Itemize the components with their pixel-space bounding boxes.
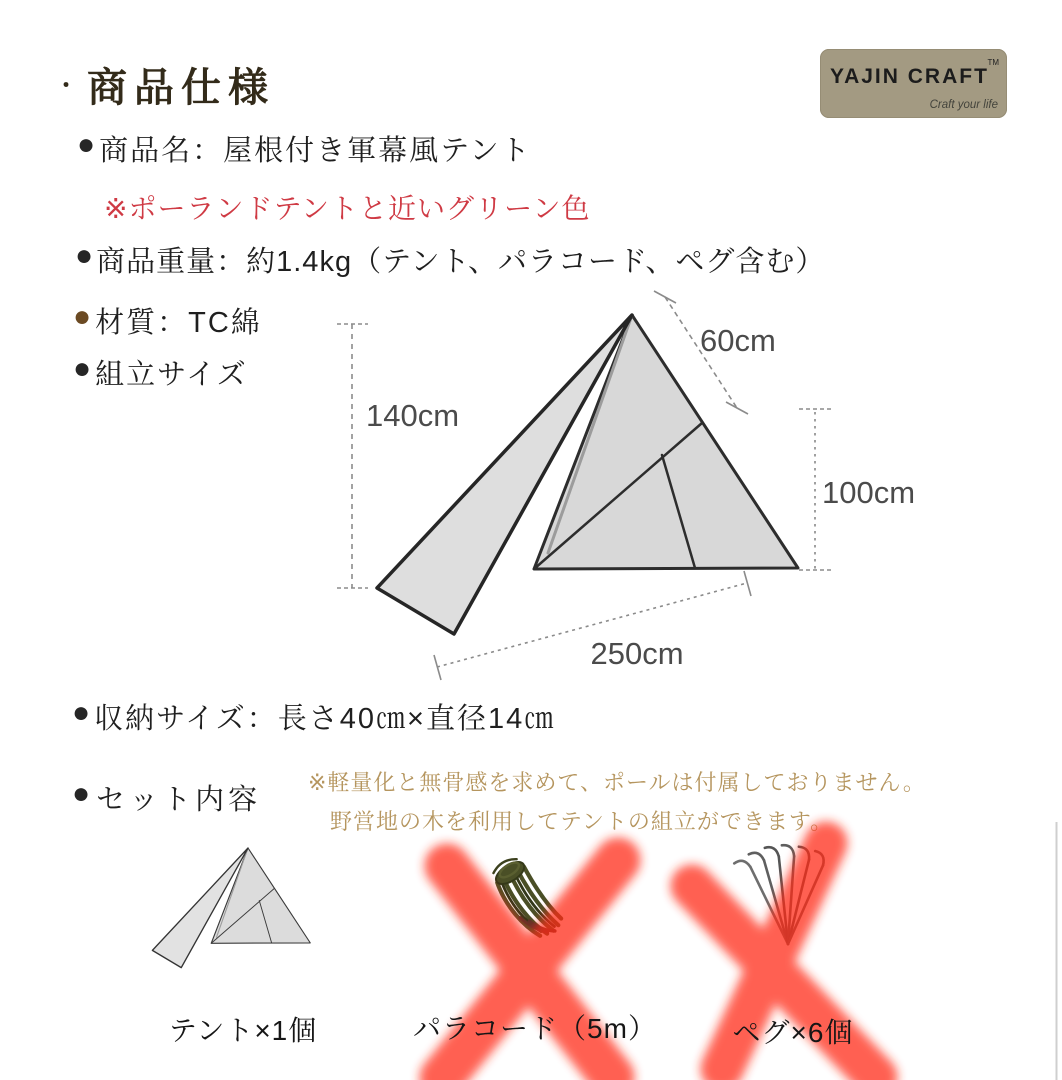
spec-color-note: ※ポーランドテントと近いグリーン色 [104,193,591,224]
bullet-icon: ● [73,300,94,333]
dim-height-left-label: 140cm [366,398,460,433]
bullet-icon: ● [73,352,94,385]
dim-height-right-label: 100cm [822,475,916,510]
brand-tagline: Craft your life [929,99,998,111]
page-title-text: 商品仕様 [87,66,276,110]
spec-product-name-text: 商品名：屋根付き軍幕風テント [99,135,532,167]
set-item-pegs-label: ペグ×6個 [732,1017,854,1048]
bullet-icon: ● [72,777,95,810]
brand-name: YAJIN CRAFT [830,65,989,88]
dim-width-bottom-label: 250cm [590,636,684,671]
spec-assembled-size-text: 組立サイズ [95,359,248,391]
tent-icon [152,848,310,968]
spec-weight-text: 商品重量：約1.4kg（テント、パラコード、ペグ含む） [96,246,826,278]
title-bullet: ・ [55,73,78,98]
spec-storage-size-text: 収納サイズ：長さ40㎝×直径14㎝ [94,703,556,735]
bullet-icon: ● [75,239,95,272]
pole-note-line2: 野営地の木を利用してテントの組立ができます。 [330,809,834,834]
set-item-paracord-label: パラコード（5m） [413,1013,657,1044]
spec-set-contents-text: セット内容 [96,784,262,816]
spec-material-text: 材質：TC綿 [95,307,262,339]
set-item-tent-label: テント×1個 [168,1015,318,1046]
trademark-symbol: TM [987,58,999,67]
pole-note-line1: ※軽量化と無骨感を求めて、ポールは付属しておりません。 [308,770,926,795]
dim-ridge-top-label: 60cm [700,323,776,358]
bullet-icon: ● [77,128,98,161]
bullet-icon: ● [72,696,93,729]
